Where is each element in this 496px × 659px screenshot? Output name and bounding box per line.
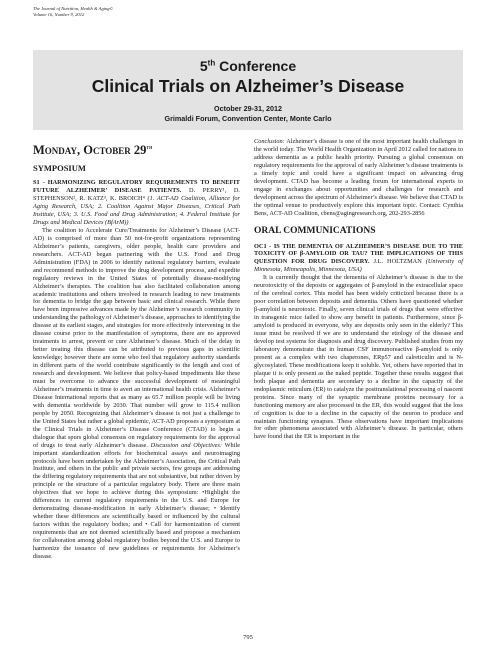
s1-title: S1 - HARMONIZING REGULATORY REQUIREMENTS TO BENEFIT FUTURE ALZHEIMER’ DISEASE PATIENTS. [33, 179, 240, 195]
day-heading-suffix: th [146, 145, 153, 151]
s1-affiliations: (1. ACT-AD Coalition, Alliance for Aging Research, USA; 2. Coalition Against Major Diseases, Critical Path Institute, USA; 3. U.S. Food and Drug Administration; 4. Federal Institute for Drugs and Medical Devices (BfArM)) [33, 195, 240, 226]
conference-edition-label: Conference [215, 58, 297, 74]
conference-venue: Grimaldi Forum, Convention Center, Monte Carlo [164, 114, 332, 123]
symposium-heading: SYMPOSIUM [33, 163, 86, 174]
s1-authors: D. PERRY¹, D. STEPHENSON², R. KATZ³, K. BROICH⁴ [33, 187, 240, 203]
day-heading [33, 141, 240, 157]
journal-volume: Volume 16, Number 9, 2012 [33, 12, 85, 17]
conference-edition-suffix: th [207, 58, 216, 68]
oc1-title: OC1 - IS THE DEMENTIA OF ALZHEIMER’S DISEASE DUE TO THE TOXICITY OF β-AMYLOID OR TAU? THE IMPLICATIONS OF THIS QUESTION FOR DRUG DISCOVERY. [254, 242, 463, 266]
oc1-body: It is currently thought that the dementia of Alzheimer’s disease is due to the neurotoxicity of the deposits or aggregates of β-amyloid in the extracellular space of the cerebral cortex. This model has been widely criticized because there is a poor correlation between deposits and dementia. Others have questioned whether β-amyloid is neurotoxic. Finally, seven clinical trials of drugs that were effective in transgenic mice failed to show any benefit in patients. Furthermore, since β-amyloid is produced in everyone, why are deposits only seen in the elderly? This issue must be resolved if we are to understand the etiology of the disease and develop test systems for diagnosis and drug discovery. Published studies from my laboratory demonstrate that in human CSF immunoreactive β-amyloid is only present as a complex with two chaperones, ERp57 and calreticulin and is N-glycosylated. These modifications keep it soluble. Yet, others have reported that in plaque it is only present as the naked peptide. Together these results suggest that both plaque and dementia are secondary to a decline in the capacity of the endoplasmic reticulum (ER) to catalyze the posttranslational processing of nascent proteins. Since many of the synaptic membrane proteins necessary for a functioning memory are also processed in the ER, this would suggest that the loss of cognition is due to a decline in the capacity of the neuron to produce and maintain functioning synapses. These observations have important implications for other phenomena associated with Alzheimer’s disease. In particular, others have found that the ER is important in the [254, 274, 463, 441]
conference-edition-number: 5 [199, 58, 208, 74]
s1-body-part3: Alzheimer’s disease is one of the most important health challenges in the world today. The World Health Organization in April 2012 called for nations to address dementia as a public health priority. Pursuing a global consensus on regulatory requirements for the approval of early Alzheimer’s disease treatments is a timely topic and could have a significant impact on advancing drug development. CTAD has become a leading forum for international experts to engage in exchanges about opportunities and challenges for research and development across the spectrum of Alzheimer’s disease. We believe that CTAD is the optimal venue to productively explore this important topic. Contact: Cynthia Bens, ACT-AD Coalition, cbens@agingresearch.org, 202-293-2856 [254, 138, 463, 217]
oc1-affiliation: (University of Minnesota, Minneapolis, Minnesota, USA) [254, 258, 463, 274]
right-column [254, 138, 463, 441]
conference-edition [33, 58, 463, 74]
s1-header [33, 179, 240, 227]
page-number: 795 [243, 634, 253, 641]
journal-name: The Journal of Nutrition, Health & Aging© [33, 6, 114, 11]
conference-dates: October 29-31, 2012 [214, 104, 282, 113]
left-column [33, 138, 240, 561]
s1-discussion-label: Discussion and Objectives: [150, 441, 222, 449]
journal-header [33, 6, 113, 18]
oc1-header [254, 243, 463, 275]
oc1-author: J.L. HOLTZMAN [369, 258, 426, 266]
s1-body-part1: The coalition to Accelerate Cure/Treatments for Alzheimer’s Disease (ACT-AD) is comprised of more than 50 not-for-profit organizations representing Alzheimer’s patients, caregivers, older people, health care providers and researchers. ACT-AD began partnering with the U.S. Food and Drug Administration (FDA) in 2006 to identify national regulatory barriers, evaluate and recommend methods to improve the drug development process, and expedite regulatory reviews in the United States of potentially disease-modifying Alzheimer’s therapies. The coalition has also facilitated collaboration among academic institutions and others involved in research leading to new treatments for dementia to bridge the gap between basic and clinical research. While there have been impressive advances made by the Alzheimer’s research community in understanding the pathology of Alzheimer’s disease, approaches to identifying the disease at its earliest stages, and strategies for more effectively intervening in the disease course prior to the manifestation of symptoms, there are no approved treatments to arrest, prevent or cure Alzheimer’s disease. Much of the delay in better treating this disease can be attributed to previous gaps in scientific knowledge; however there are some who feel that regulatory authority standards in different parts of the world contribute significantly to the length and cost of research and development. We believe that policy-based impediments like these must be overcome to advance the successful development of meaningful Alzheimer’s treatments in time to avert an international health crisis. Alzheimer’s Disease International reports that as many as 65.7 million people will be living with dementia worldwide by 2030. That number will grow to 115.4 million people by 2050. Recognizing that Alzheimer’s disease is not just a challenge to the United States but rather a global epidemic, ACT-AD proposes a symposium at the Clinical Trials in Alzheimer’s Disease Conference (CTAD) to begin a dialogue that spurs global consensus on regulatory requirements for the approval of drugs to treat early Alzheimer’s disease. [33, 226, 240, 449]
s1-body-continued [254, 138, 463, 218]
conference-title: Clinical Trials on Alzheimer’s Disease [91, 76, 405, 96]
oral-communications-heading: ORAL COMMUNICATIONS [254, 225, 376, 236]
s1-body [33, 227, 240, 561]
day-heading-text: Monday, October 29 [33, 143, 147, 158]
s1-conclusion-label: Conclusion: [254, 138, 285, 145]
s1-body-part2: While important standardization efforts for biochemical assays and neuroimaging protocols have been undertaken by the Alzheimer’s Association, the Critical Path Institute, and others in the public and private sectors, few groups are addressing the differing regulatory requirements that are not substantive, but rather driven by principle or the structure of a particular regulatory body. There are three main objectives that we hope to achieve during this symposium: •Highlight the differences in current regulatory requirements in the U.S. and Europe for demonstrating disease-modification in early Alzheimer’s disease; • Identify whether these differences are scientifically based or influenced by the cultural factors within the regulatory bodies; and • Call for harmonization of current requirements that are not deemed scientifically based and propose a mechanism for collaboration among global regulatory bodies beyond the U.S. and Europe to harmonize the issuance of new guidelines or requirements for Alzheimer’s disease. [33, 441, 240, 560]
